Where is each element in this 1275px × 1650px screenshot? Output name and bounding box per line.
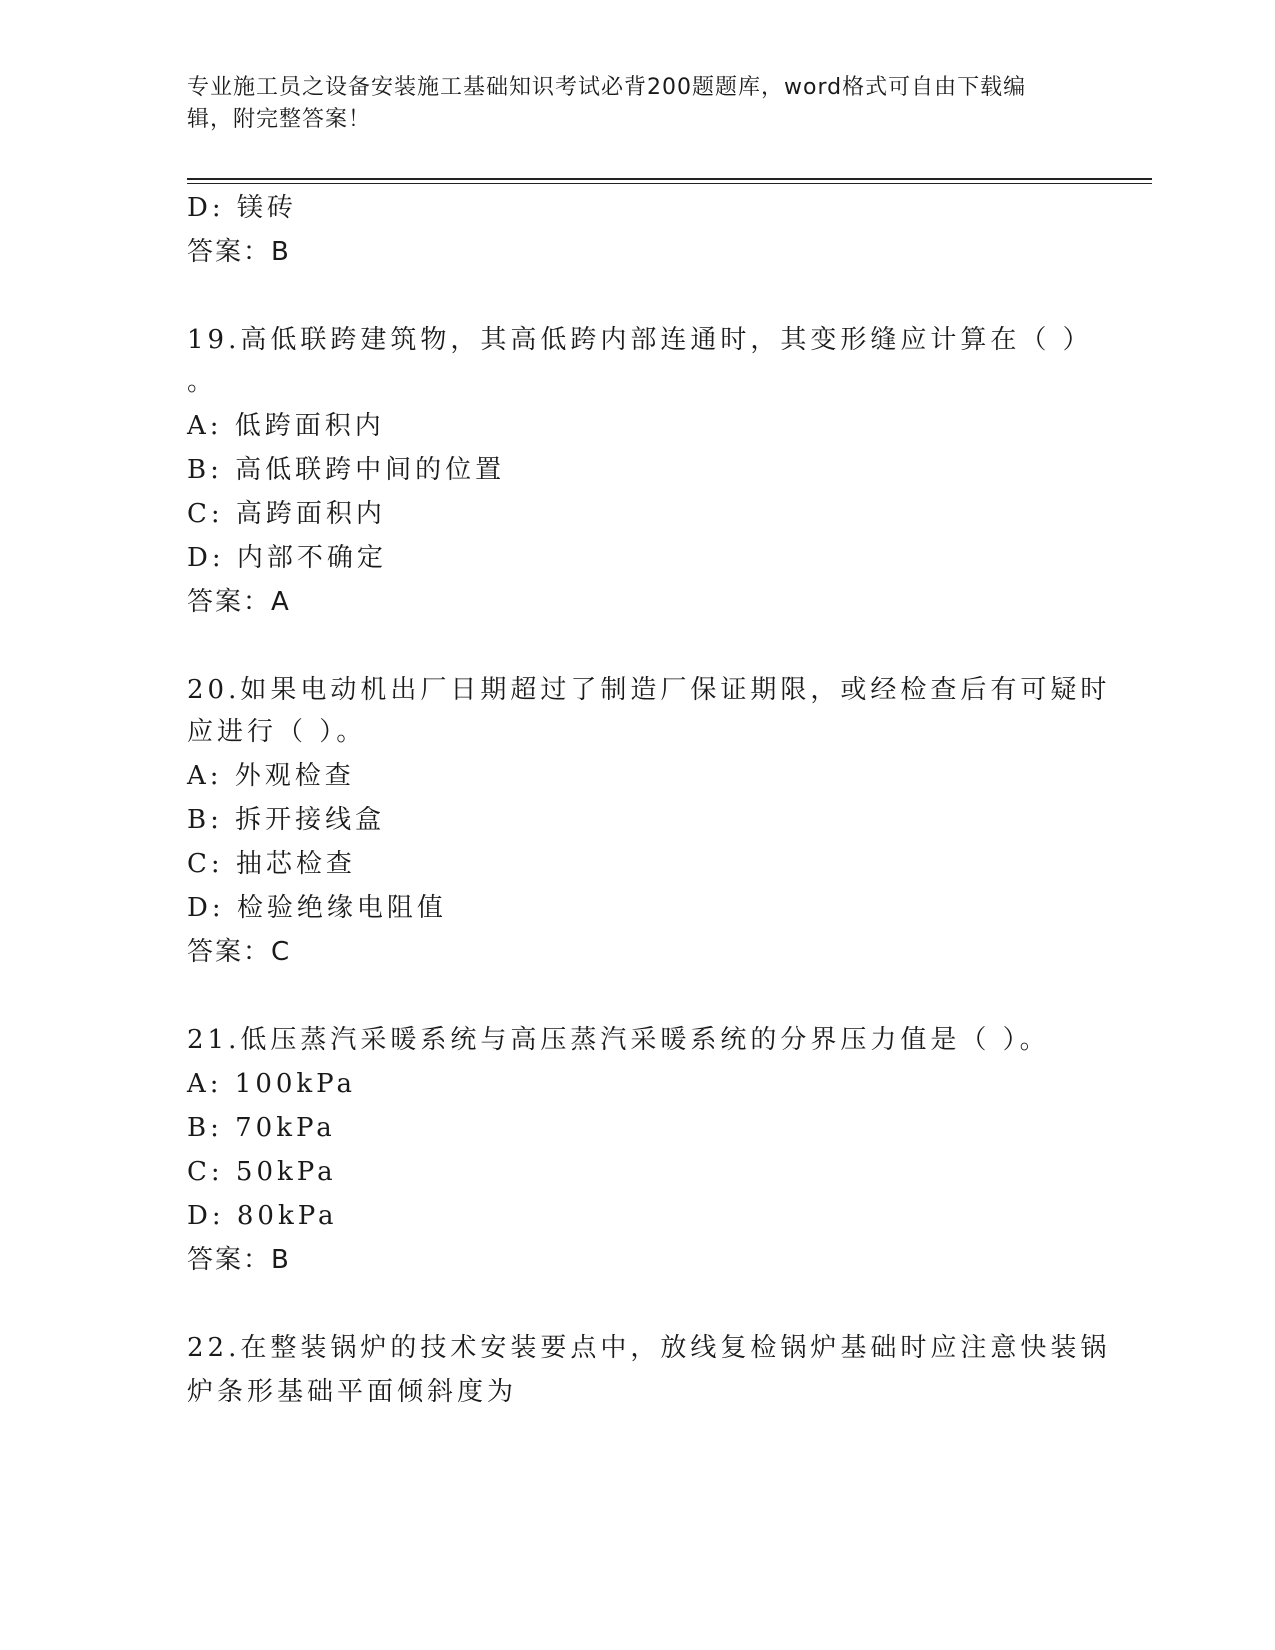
q21-option-c: C: 50kPa <box>187 1157 337 1187</box>
q22-stem-line1: 22.在整装锅炉的技术安装要点中，放线复检锅炉基础时应注意快装锅 <box>187 1333 1111 1363</box>
q20-option-d: D: 检验绝缘电阻值 <box>187 893 447 923</box>
q22-stem-line2: 炉条形基础平面倾斜度为 <box>187 1377 518 1407</box>
q20-option-c: C: 抽芯检查 <box>187 849 356 879</box>
header-rule-thick <box>187 178 1152 180</box>
q21-answer: 答案：B <box>187 1245 291 1275</box>
prev-answer: 答案：B <box>187 237 291 267</box>
q19-stem-line2: 。 <box>187 367 218 397</box>
q21-option-d: D: 80kPa <box>187 1201 338 1231</box>
q20-option-b: B: 拆开接线盒 <box>187 805 386 835</box>
q19-answer: 答案：A <box>187 587 291 617</box>
q21-option-b: B: 70kPa <box>187 1113 336 1143</box>
q21-option-a: A: 100kPa <box>187 1069 357 1099</box>
header-rule-thin <box>187 183 1152 184</box>
q21-stem-line1: 21.低压蒸汽采暖系统与高压蒸汽采暖系统的分界压力值是（ ）。 <box>187 1025 1050 1055</box>
q19-option-d: D: 内部不确定 <box>187 543 387 573</box>
q19-stem-line1: 19.高低联跨建筑物，其高低跨内部连通时，其变形缝应计算在（ ） <box>187 325 1093 355</box>
q20-option-a: A: 外观检查 <box>187 761 355 791</box>
q19-option-c: C: 高跨面积内 <box>187 499 386 529</box>
document-header: 专业施工员之设备安装施工基础知识考试必背200题题库，word格式可自由下载编辑，附完整答案！ <box>187 75 1027 132</box>
q20-stem-line1: 20.如果电动机出厂日期超过了制造厂保证期限，或经检查后有可疑时 <box>187 675 1111 705</box>
q20-answer: 答案：C <box>187 937 292 967</box>
prev-option-d: D: 镁砖 <box>187 193 297 223</box>
q20-stem-line2: 应进行（ ）。 <box>187 717 367 747</box>
q19-option-b: B: 高低联跨中间的位置 <box>187 455 506 485</box>
q19-option-a: A: 低跨面积内 <box>187 411 385 441</box>
